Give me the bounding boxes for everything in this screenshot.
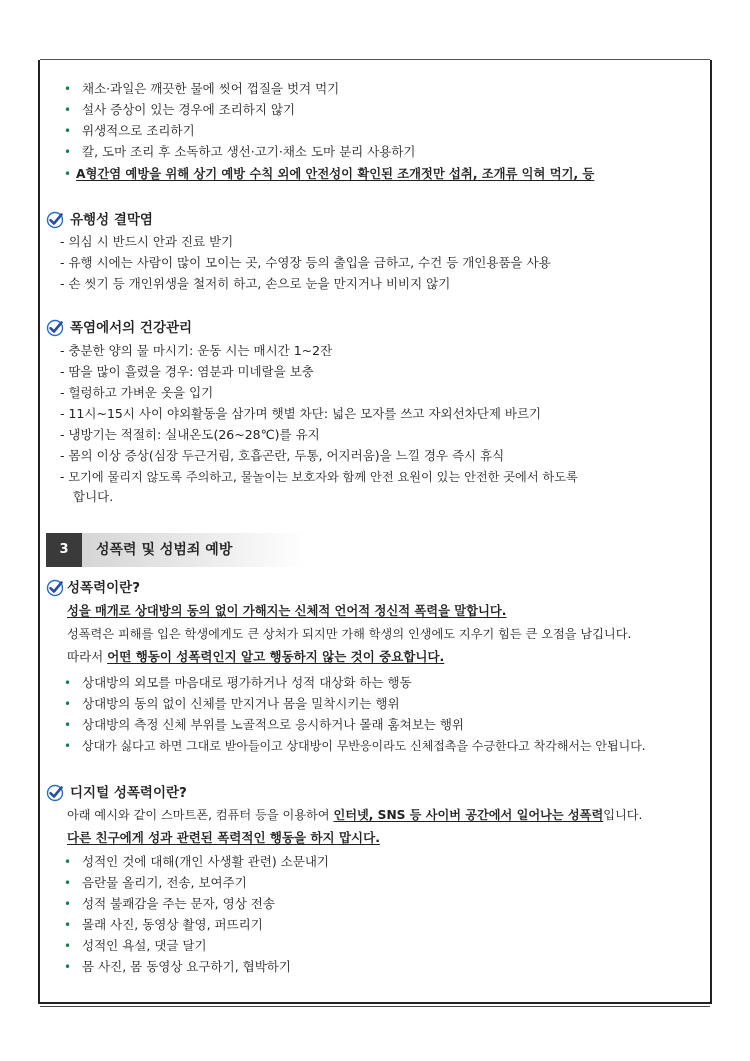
list-item: 성적 불쾌감을 주는 문자, 영상 전송 [82,896,275,911]
list-item: - 충분한 양의 물 마시기: 운동 시는 매시간 1~2잔 [60,343,333,358]
section-heading-sexual-violence: 성폭력이란? [67,580,141,596]
list-item: - 헐렁하고 가벼운 옷을 입기 [60,385,214,400]
section-banner [46,533,306,567]
list-item: 채소·과일은 깨끗한 물에 씻어 껍질을 벗겨 먹기 [82,81,340,96]
list-item: - 냉방기는 적절히: 실내온도(26~28℃)를 유지 [60,427,320,442]
bullet: • [64,697,72,711]
intro-suffix: 입니다. [603,808,643,822]
section-heading-digital: 디지털 성폭력이란? [70,785,187,801]
list-item: 설사 증상이 있는 경우에 조리하지 않기 [82,102,296,117]
list-item-continuation: 합니다. [73,489,114,504]
list-item: - 의심 시 반드시 안과 진료 받기 [60,234,234,249]
list-item: - 11시~15시 사이 야외활동을 삼가며 햇볕 차단: 넓은 모자를 쓰고 자외선차단제 바르기 [60,406,542,421]
section-title: 성폭력 및 성범죄 예방 [96,542,233,558]
emphasis-line [67,648,444,666]
list-item: 상대가 싫다고 하면 그대로 받아들이고 상대방이 무반응이라도 신체접촉을 수긍한다고 착각해서는 안됩니다. [82,739,646,753]
description-text: 성폭력은 피해를 입은 학생에게도 큰 상처가 되지만 가해 학생의 인생에도 지우기 힘든 큰 오점을 남깁니다. [67,627,632,641]
bullet: • [64,718,72,732]
list-item: - 유행 시에는 사람이 많이 모이는 곳, 수영장 등의 출입을 금하고, 수건 등 개인용품을 사용 [60,255,551,270]
intro-prefix: 아래 예시와 같이 스마트폰, 컴퓨터 등을 이용하여 [67,808,334,822]
bullet: • [64,124,72,138]
emphasis-prefix: 따라서 [67,649,108,664]
section-heading-heat: 폭염에서의 건강관리 [70,320,193,336]
intro-line [67,806,642,824]
bullet: • [64,676,72,690]
bullet: • [64,960,72,974]
bullet: • [64,897,72,911]
bullet: • [64,103,72,117]
list-item: 몰래 사진, 동영상 촬영, 퍼뜨리기 [82,917,263,932]
list-item: 음란물 올리기, 전송, 보여주기 [82,875,247,890]
check-icon [46,211,64,229]
check-icon [46,784,64,802]
bullet: • [64,918,72,932]
list-item: 칼, 도마 조리 후 소독하고 생선·고기·채소 도마 분리 사용하기 [82,144,416,159]
warning-text: 다른 친구에게 성과 관련된 폭력적인 행동을 하지 맙시다. [67,830,380,845]
list-item-emphasis: A형간염 예방을 위해 상기 예방 수칙 외에 안전성이 확인된 조개젓만 섭취, 조개류 익혀 먹기, 등 [76,167,595,181]
list-item: - 땀을 많이 흘렸을 경우: 염분과 미네랄을 보충 [60,364,314,379]
list-item: 성적인 욕설, 댓글 달기 [82,938,207,953]
list-item: - 손 씻기 등 개인위생을 철저히 하고, 손으로 눈을 만지거나 비비지 않기 [60,276,451,291]
bullet: • [64,855,72,869]
list-item: 상대방의 측정 신체 부위를 노골적으로 응시하거나 몰래 훔쳐보는 행위 [82,717,464,732]
check-icon [46,319,64,337]
list-item: 상대방의 외모를 마음대로 평가하거나 성적 대상화 하는 행동 [82,675,412,690]
list-item: - 모기에 물리지 않도록 주의하고, 물놀이는 보호자와 함께 안전 요원이 있는 안전한 곳에서 하도록 [60,470,578,484]
check-icon [46,579,64,597]
bullet: • [64,82,72,96]
bullet: • [64,167,72,181]
list-item: 위생적으로 조리하기 [82,123,195,138]
bullet: • [64,145,72,159]
intro-underlined: 인터넷, SNS 등 사이버 공간에서 일어나는 성폭력 [333,808,604,822]
list-item: 성적인 것에 대해(개인 사생활 관련) 소문내기 [82,854,329,869]
section-number: 3 [46,533,82,567]
bullet: • [64,876,72,890]
list-item: 몸 사진, 몸 동영상 요구하기, 협박하기 [82,959,291,974]
emphasis-text: 어떤 행동이 성폭력인지 알고 행동하지 않는 것이 중요합니다. [107,649,445,664]
list-item: 상대방의 동의 없이 신체를 만지거나 몸을 밀착시키는 행위 [82,696,400,711]
definition-text: 성을 매개로 상대방의 동의 없이 가해지는 신체적 언어적 정신적 폭력을 말합니다. [67,604,507,618]
list-item: - 몸의 이상 증상(심장 두근거림, 호흡곤란, 두통, 어지러움)을 느낄 경우 즉시 휴식 [60,448,505,463]
bullet: • [64,739,72,753]
section-heading-conjunctivitis: 유행성 결막염 [70,212,153,228]
bullet: • [64,939,72,953]
